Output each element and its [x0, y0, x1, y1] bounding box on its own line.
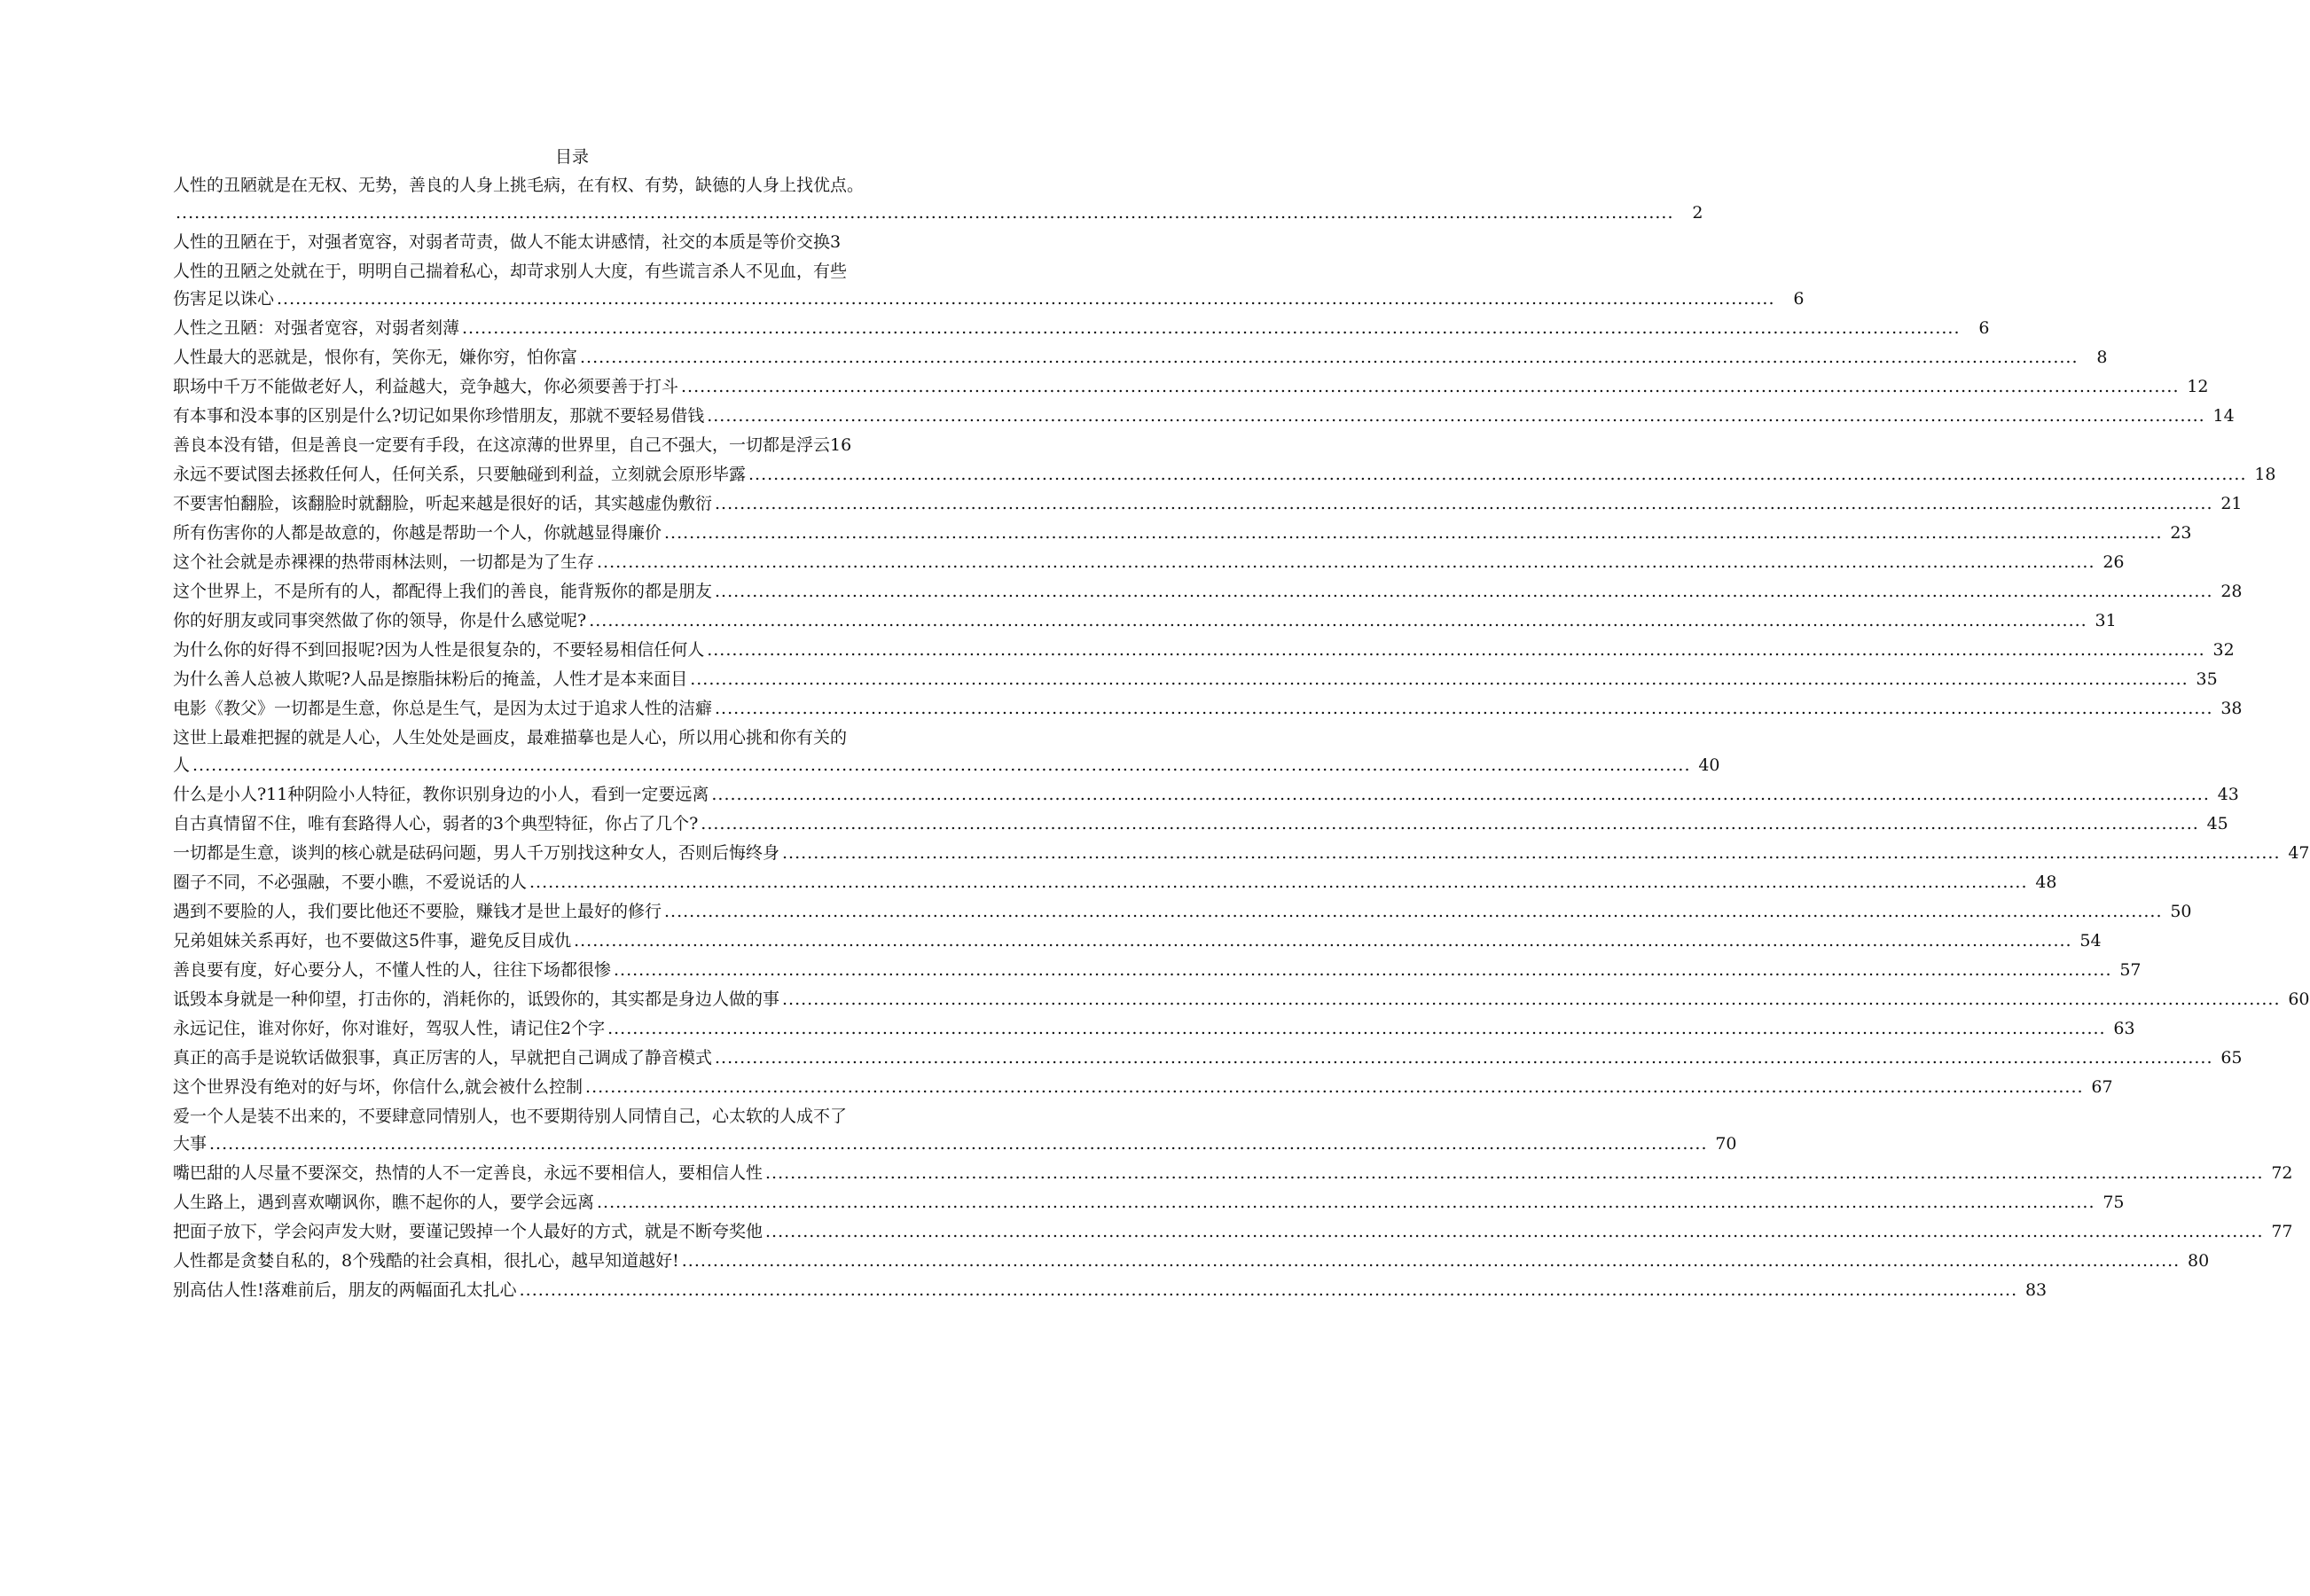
- toc-entry-title: 这个社会就是赤裸裸的热带雨林法则，一切都是为了生存: [173, 552, 595, 572]
- toc-entry-title: 职场中千万不能做老好人，利益越大，竞争越大，你必须要善于打斗: [173, 377, 679, 396]
- toc-entry-title-cont: 人: [173, 755, 191, 775]
- toc-entry[interactable]: [173, 1015, 2135, 1043]
- dot-leader: [585, 1074, 2084, 1101]
- toc-entry[interactable]: [173, 986, 2310, 1013]
- toc-entry-title: 这世上最难把握的就是人心，人生处处是画皮，最难描摹也是人心，所以用心挑和你有关的: [173, 728, 848, 747]
- toc-entry[interactable]: [173, 927, 2102, 955]
- toc-entry-page: 6: [1793, 289, 1805, 309]
- toc-entry-page: 23: [2170, 523, 2192, 543]
- toc-entry-page: 3: [830, 232, 842, 252]
- toc-entry[interactable]: [173, 810, 2228, 838]
- toc-entry[interactable]: [173, 1044, 2243, 1072]
- toc-entry-title: 嘴巴甜的人尽量不要深交，热情的人不一定善良，永远不要相信人，要相信人性: [173, 1163, 763, 1183]
- toc-entry-page: 8: [2096, 348, 2108, 367]
- dot-leader: [782, 986, 2281, 1013]
- toc-page: [173, 142, 2310, 1306]
- toc-entry-title: 人性的丑陋之处就在于，明明自己揣着私心，却苛求别人大度，有些谎言杀人不见血，有些: [173, 262, 848, 281]
- toc-entry[interactable]: [173, 258, 1805, 313]
- toc-entry[interactable]: [173, 695, 2243, 723]
- toc-entry[interactable]: [173, 869, 2057, 896]
- toc-entry-title: 把面子放下，学会闷声发大财，要谨记毁掉一个人最好的方式，就是不断夸奖他: [173, 1222, 763, 1241]
- toc-entry-page: 45: [2206, 814, 2228, 833]
- dot-leader: [589, 607, 2087, 635]
- toc-entry-page: 54: [2079, 931, 2102, 951]
- dot-leader: [707, 637, 2205, 664]
- dot-leader: [748, 461, 2247, 489]
- dot-leader: [607, 1015, 2106, 1043]
- toc-entry-page: 31: [2095, 611, 2117, 630]
- toc-entry-title: 什么是小人?11种阴险小人特征，教你识别身边的小人，看到一定要远离: [173, 785, 709, 804]
- dot-leader: [701, 810, 2199, 838]
- toc-entry[interactable]: [173, 172, 1703, 227]
- toc-entry-page: 83: [2024, 1280, 2048, 1300]
- toc-entry-title: 善良本没有错，但是善良一定要有手段，在这凉薄的世界里，自己不强大，一切都是浮云: [173, 435, 831, 455]
- toc-entry-page: 2: [1692, 203, 1703, 223]
- toc-entry[interactable]: [173, 781, 2239, 809]
- toc-entry-page: 75: [2102, 1193, 2125, 1212]
- toc-entry-title: 诋毁本身就是一种仰望，打击你的，消耗你的，诋毁你的，其实都是身边人做的事: [173, 990, 780, 1009]
- toc-entry[interactable]: [173, 432, 971, 459]
- toc-entry-page: 40: [1698, 755, 1720, 775]
- dot-leader: [664, 898, 2163, 926]
- toc-entry-title: 兄弟姐妹关系再好，也不要做这5件事，避免反目成仇: [173, 931, 572, 951]
- toc-entry[interactable]: [173, 549, 2125, 576]
- toc-entry[interactable]: [173, 578, 2243, 606]
- toc-entry-page: 32: [2212, 640, 2235, 660]
- toc-entry-title: 为什么你的好得不到回报呢?因为人性是很复杂的，不要轻易相信任何人: [173, 640, 705, 660]
- dot-leader: [529, 869, 2028, 896]
- dot-leader: [715, 695, 2213, 723]
- toc-entry[interactable]: [173, 315, 1990, 342]
- toc-entry[interactable]: [173, 344, 2108, 372]
- toc-entry-title: 别高估人性!落难前后，朋友的两幅面孔太扎心: [173, 1280, 517, 1300]
- toc-entry-title: 遇到不要脸的人，我们要比他还不要脸，赚钱才是世上最好的修行: [173, 902, 662, 921]
- toc-entry-title: 爱一个人是装不出来的，不要肆意同情别人，也不要期待别人同情自己，心太软的人成不了: [173, 1107, 848, 1126]
- dot-leader: [574, 927, 2072, 955]
- toc-entry-page: 50: [2170, 902, 2192, 921]
- toc-entry[interactable]: [173, 461, 2276, 489]
- toc-entry-page: 38: [2220, 699, 2243, 718]
- dot-leader: [176, 200, 1674, 227]
- toc-entry[interactable]: [173, 666, 2218, 693]
- toc-entry-title: 善良要有度，好心要分人，不懂人性的人，往往下场都很惨: [173, 960, 612, 980]
- toc-entry-page: 63: [2113, 1019, 2135, 1038]
- toc-entry[interactable]: [173, 1074, 2113, 1101]
- toc-list: [173, 172, 2310, 1304]
- toc-entry-title: 一切都是生意，谈判的核心就是砝码问题，男人千万别找这种女人，否则后悔终身: [173, 843, 780, 863]
- toc-entry-title: 这个世界上，不是所有的人，都配得上我们的善良，能背叛你的都是朋友: [173, 582, 713, 601]
- toc-entry-page: 43: [2217, 785, 2239, 804]
- toc-entry-page: 72: [2271, 1163, 2293, 1183]
- toc-entry-page: 14: [2212, 406, 2235, 426]
- dot-leader: [209, 1130, 1708, 1158]
- dot-leader: [580, 344, 2079, 372]
- toc-entry[interactable]: [173, 1277, 2048, 1304]
- dot-leader: [682, 1248, 2181, 1275]
- dot-leader: [715, 1044, 2213, 1072]
- toc-entry-page: 77: [2271, 1222, 2293, 1241]
- dot-leader: [664, 520, 2163, 547]
- toc-entry[interactable]: [173, 1218, 2293, 1246]
- dot-leader: [277, 286, 1775, 313]
- toc-entry[interactable]: [173, 1103, 1737, 1158]
- dot-leader: [614, 957, 2112, 984]
- dot-leader: [520, 1277, 2018, 1304]
- toc-entry-title: 有本事和没本事的区别是什么?切记如果你珍惜朋友，那就不要轻易借钱: [173, 406, 705, 426]
- toc-entry-page: 16: [830, 435, 852, 455]
- dot-leader: [715, 578, 2213, 606]
- dot-leader: [192, 752, 1691, 779]
- toc-entry-title: 为什么善人总被人欺呢?人品是擦脂抹粉后的掩盖，人性才是本来面目: [173, 669, 688, 689]
- toc-entry[interactable]: [173, 898, 2192, 926]
- toc-entry-page: 35: [2196, 669, 2218, 689]
- toc-entry-page: 21: [2220, 494, 2243, 513]
- dot-leader: [715, 490, 2213, 518]
- toc-entry-title: 人生路上，遇到喜欢嘲讽你，瞧不起你的人，要学会远离: [173, 1193, 595, 1212]
- toc-entry-page: 65: [2220, 1048, 2243, 1068]
- toc-entry-title: 自古真情留不住，唯有套路得人心，弱者的3个典型特征，你占了几个?: [173, 814, 699, 833]
- toc-entry[interactable]: [173, 724, 1720, 779]
- dot-leader: [782, 840, 2281, 867]
- dot-leader: [597, 549, 2095, 576]
- toc-entry[interactable]: [173, 957, 2142, 984]
- toc-entry-title: 真正的高手是说软话做狠事，真正厉害的人，早就把自己调成了静音模式: [173, 1048, 713, 1068]
- toc-entry-title: 永远不要试图去拯救任何人，任何关系，只要触碰到利益，立刻就会原形毕露: [173, 465, 747, 484]
- dot-leader: [711, 781, 2210, 809]
- toc-entry-title: 人性的丑陋在于，对强者宽容，对弱者苛责，做人不能太讲感情，社交的本质是等价交换: [173, 232, 831, 252]
- toc-entry-page: 28: [2220, 582, 2243, 601]
- toc-entry-page: 57: [2119, 960, 2142, 980]
- dot-leader: [765, 1218, 2264, 1246]
- toc-entry-title: 永远记住，谁对你好，你对谁好，驾驭人性，请记住2个字: [173, 1019, 606, 1038]
- toc-entry-page: 12: [2187, 377, 2209, 396]
- toc-entry-page: 67: [2091, 1077, 2113, 1097]
- toc-entry[interactable]: [173, 490, 2243, 518]
- toc-entry-page: 48: [2035, 872, 2057, 892]
- dot-leader: [707, 403, 2205, 430]
- toc-entry-title: 这个世界没有绝对的好与坏，你信什么,就会被什么控制: [173, 1077, 583, 1097]
- toc-entry-title: 所有伤害你的人都是故意的，你越是帮助一个人，你就越显得廉价: [173, 523, 662, 543]
- toc-entry-page: 26: [2102, 552, 2125, 572]
- toc-entry[interactable]: [173, 520, 2192, 547]
- dot-leader: [462, 315, 1961, 342]
- toc-entry[interactable]: [173, 840, 2310, 867]
- toc-title: 目录: [554, 147, 589, 167]
- toc-entry-title: 人性都是贪婪自私的，8个残酷的社会真相，很扎心，越早知道越好!: [173, 1251, 679, 1271]
- toc-entry[interactable]: [173, 1189, 2125, 1217]
- toc-entry[interactable]: [173, 373, 2209, 401]
- toc-entry[interactable]: [173, 1248, 2210, 1275]
- toc-entry-title: 人性之丑陋：对强者宽容，对弱者刻薄: [173, 318, 460, 338]
- toc-entry-page: 70: [1715, 1134, 1737, 1154]
- dot-leader: [597, 1189, 2095, 1217]
- toc-entry-page: 6: [1978, 318, 1990, 338]
- toc-entry[interactable]: [173, 1160, 2293, 1187]
- toc-entry-title: 人性最大的恶就是，恨你有，笑你无，嫌你穷，怕你富: [173, 348, 578, 367]
- toc-entry-page: 60: [2288, 990, 2310, 1009]
- toc-entry-title: 圈子不同，不必强融，不要小瞧，不爱说话的人: [173, 872, 528, 892]
- toc-entry-title-cont: 大事: [173, 1134, 208, 1154]
- toc-entry[interactable]: [173, 637, 2235, 664]
- toc-entry-title-cont: 伤害足以诛心: [173, 289, 275, 309]
- toc-entry-title: 不要害怕翻脸，该翻脸时就翻脸，听起来越是很好的话，其实越虚伪敷衍: [173, 494, 713, 513]
- dot-leader: [681, 373, 2180, 401]
- toc-entry[interactable]: [173, 607, 2117, 635]
- toc-entry-title: 你的好朋友或同事突然做了你的领导，你是什么感觉呢?: [173, 611, 587, 630]
- toc-entry-page: 47: [2288, 843, 2310, 863]
- dot-leader: [765, 1160, 2264, 1187]
- toc-entry-title: 电影《教父》一切都是生意，你总是生气，是因为太过于追求人性的洁癖: [173, 699, 713, 718]
- toc-entry[interactable]: [173, 229, 971, 256]
- toc-entry-title: 人性的丑陋就是在无权、无势，善良的人身上挑毛病，在有权、有势，缺德的人身上找优点。: [173, 176, 865, 195]
- toc-entry-page: 80: [2188, 1251, 2210, 1271]
- toc-entry[interactable]: [173, 403, 2235, 430]
- toc-entry-page: 18: [2254, 465, 2276, 484]
- dot-leader: [690, 666, 2189, 693]
